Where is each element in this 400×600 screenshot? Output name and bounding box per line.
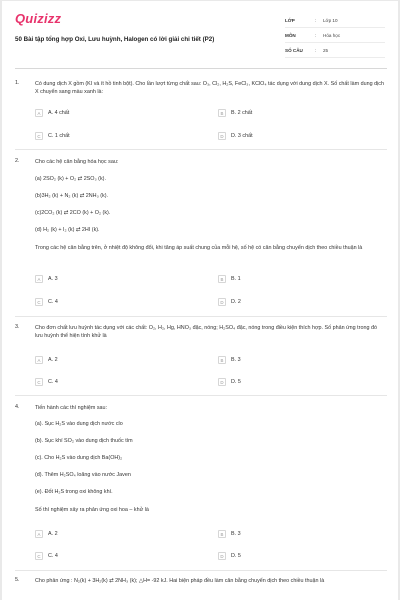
option-a[interactable] [35, 356, 58, 364]
experiment-line: (e). Đốt H₂S trong oxi không khí. [35, 489, 113, 495]
option-text: C. 4 [48, 379, 58, 385]
option-d[interactable] [218, 552, 241, 560]
experiment-line: (c). Cho H₂S vào dung dịch Ba(OH)₂ [35, 455, 123, 461]
option-text: D. 3 chất [231, 133, 253, 139]
option-c[interactable] [35, 552, 58, 560]
option-letter-box: D [218, 132, 226, 140]
option-letter-box: A [35, 530, 43, 538]
experiment-line: (a). Sục H₂S vào dung dịch nước clo [35, 421, 123, 427]
question-text: Cho phản ứng : N₂(k) + 3H₂(k) ⇄ 2NH₃ (k); △H= -92 kJ. Hai biện pháp đều làm cân bằng chuyển dịch theo chiều thuận là [35, 578, 325, 584]
meta-value: Hóa học [323, 32, 341, 38]
option-b[interactable] [218, 356, 241, 364]
option-b[interactable] [218, 109, 252, 117]
header-divider [15, 68, 387, 69]
reaction-line: (d) H₂ (k) + I₂ (k) ⇄ 2HI (k). [35, 227, 100, 233]
option-c[interactable] [35, 378, 58, 386]
question-number: 2. [15, 158, 20, 164]
meta-key: MÔN [285, 32, 296, 38]
option-letter-box: A [35, 356, 43, 364]
question-number: 5. [15, 577, 20, 583]
question-divider [15, 395, 387, 396]
option-d[interactable] [218, 298, 241, 306]
option-a[interactable] [35, 530, 58, 538]
option-text: B. 3 [231, 357, 241, 363]
option-c[interactable] [35, 298, 58, 306]
option-letter-box: B [218, 530, 226, 538]
question-4 [15, 404, 387, 569]
reaction-line: (c)2CO₂ (k) ⇄ 2CO (k) + O₂ (k). [35, 210, 111, 216]
question-divider [15, 570, 387, 571]
option-b[interactable] [218, 275, 241, 283]
worksheet-page [2, 1, 398, 600]
option-text: D. 2 [231, 299, 241, 305]
option-text: B. 3 [231, 531, 241, 537]
option-letter-box: A [35, 275, 43, 283]
option-text: C. 1 chất [48, 133, 70, 139]
question-2 [15, 158, 387, 318]
meta-separator: : [315, 17, 317, 23]
option-text: D. 5 [231, 553, 241, 559]
option-letter-box: C [35, 552, 43, 560]
option-letter-box: D [218, 298, 226, 306]
question-divider [15, 149, 387, 150]
option-text: A. 3 [48, 276, 58, 282]
meta-row-count [285, 43, 385, 58]
option-text: C. 4 [48, 299, 58, 305]
experiment-line: (d). Thêm H₂SO₄ loãng vào nước Javen [35, 472, 131, 478]
question-text: Có dung dịch X gồm (KI và ít hồ tinh bột). Cho lần lượt từng chất sau: O₃, Cl₂, H₂S, FeCl₃, KClO₄ tác dụng với dung dịch X. Số chất làm dung dịch X chuyển sang màu xanh là: [35, 81, 384, 95]
option-text: B. 1 [231, 276, 241, 282]
option-letter-box: C [35, 378, 43, 386]
meta-row-class [285, 13, 385, 28]
experiment-line: (b). Sục khí SO₂ vào dung dịch thuốc tím [35, 438, 133, 444]
question-text: Cho các hệ cân bằng hóa học sau: [35, 159, 119, 165]
question-followup: Số thí nghiệm xảy ra phản ứng oxi hoa – khử là [35, 507, 149, 513]
option-letter-box: C [35, 298, 43, 306]
meta-row-subject [285, 28, 385, 43]
option-b[interactable] [218, 530, 241, 538]
quizizz-logo: Quizizz [15, 11, 62, 26]
meta-key: LỚP [285, 17, 295, 23]
option-letter-box: B [218, 356, 226, 364]
question-divider [15, 316, 387, 317]
option-letter-box: B [218, 109, 226, 117]
option-a[interactable] [35, 275, 58, 283]
meta-value: 25 [323, 47, 329, 53]
question-number: 3. [15, 324, 20, 330]
option-a[interactable] [35, 109, 69, 117]
page-title: 50 Bài tập tổng hợp Oxi, Lưu huỳnh, Halogen có lời giải chi tiết (P2) [15, 36, 215, 43]
question-number: 4. [15, 404, 20, 410]
option-text: A. 4 chất [48, 110, 70, 116]
option-c[interactable] [35, 132, 70, 140]
option-text: D. 5 [231, 379, 241, 385]
option-letter-box: D [218, 552, 226, 560]
meta-table [285, 13, 385, 58]
option-letter-box: D [218, 378, 226, 386]
question-number: 1. [15, 80, 20, 86]
reaction-line: (b)3H₂ (k) + N₂ (k) ⇄ 2NH₃ (k). [35, 193, 109, 199]
option-text: A. 2 [48, 357, 58, 363]
option-d[interactable] [218, 378, 241, 386]
option-text: A. 2 [48, 531, 58, 537]
question-followup: Trong các hệ cân bằng trên, ở nhiệt độ không đổi, khi tăng áp suất chung của mỗi hệ, số hệ có cân bằng chuyển dịch theo chiều thuận là [35, 245, 363, 251]
reaction-line: (a) 2SO₂ (k) + O₂ ⇄ 2SO₃ (k). [35, 176, 106, 182]
meta-separator: : [315, 47, 317, 53]
question-3 [15, 324, 387, 394]
question-5 [15, 577, 387, 599]
question-1 [15, 80, 387, 150]
question-text: Cho đơn chất lưu huỳnh tác dụng với các chất: O₂, H₂, Hg, HNO₃ đặc, nóng; H₂SO₄ đặc, nóng trong điều kiện thích hợp. Số phản ứng trong đó lưu huỳnh thể hiện tính khử là [35, 325, 377, 339]
option-letter-box: C [35, 132, 43, 140]
meta-key: SỐ CÂU [285, 47, 303, 53]
question-text: Tiến hành các thí nghiệm sau: [35, 405, 108, 411]
option-d[interactable] [218, 132, 253, 140]
meta-value: Lớp 10 [323, 17, 338, 23]
meta-separator: : [315, 32, 317, 38]
option-text: C. 4 [48, 553, 58, 559]
option-letter-box: B [218, 275, 226, 283]
option-letter-box: A [35, 109, 43, 117]
option-text: B. 2 chất [231, 110, 253, 116]
